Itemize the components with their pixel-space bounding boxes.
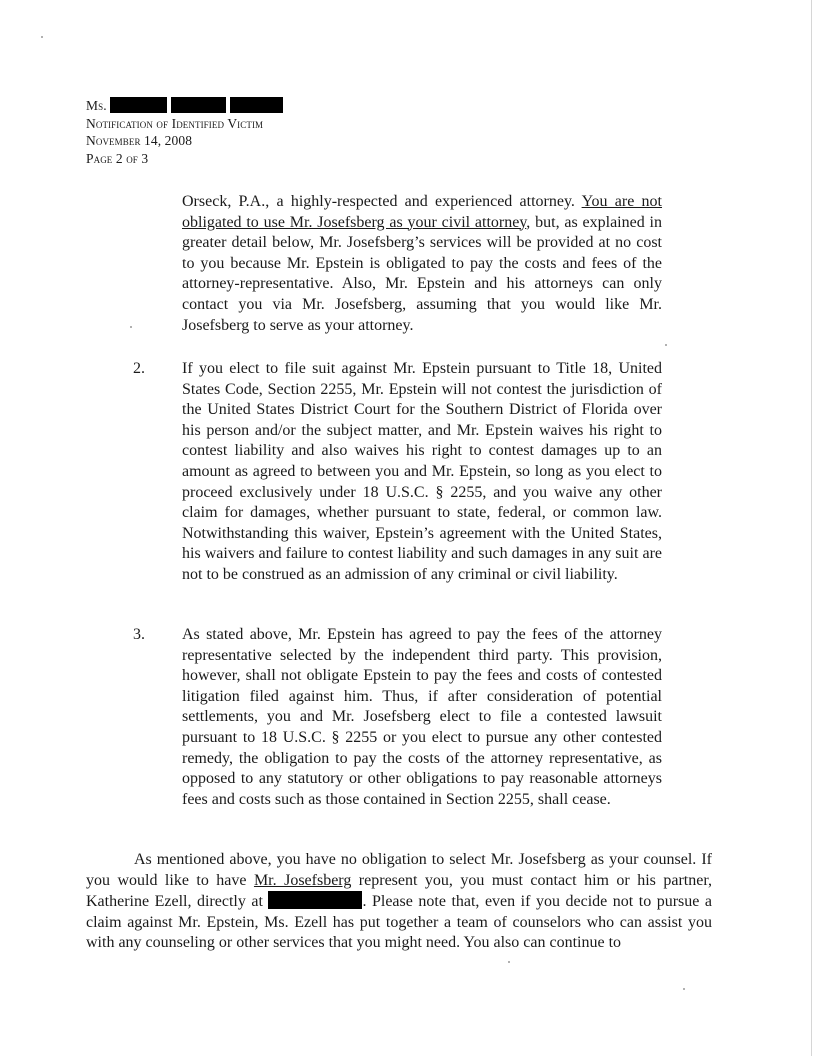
list-item-text: If you elect to file suit against Mr. Epstein pursuant to Title 18, United States Code, Section 2255, Mr. Epstein will not contest the jurisdiction of the United States District Court for the Southern District of Florida over his person and/or the subject matter, and Mr. Epstein waives his right to contest liability and also waives his right to contest damages up to an amount as agreed to between you and Mr. Epstein, so long as you elect to proceed exclusively under 18 U.S.C. § 2255, and you waive any other claim for damages, whether pursuant to state, federal, or common law. Notwithstanding this waiver, Epstein’s agreement with the United States, his waivers and failure to contest liability and such damages in any suit are not to be construed as an admission of any criminal or civil liability. bbox=[182, 360, 662, 583]
closing-underlined: Mr. Josefsberg bbox=[253, 871, 352, 889]
continuation-text-2: , but, as explained in greater detail below, Mr. Josefsberg’s services will be provided at no cost to you because Mr. Epstein is obligated to pay the costs and fees of the attorney-representative. Also, Mr. Epstein and his attorneys can only contact you via Mr. Josefsberg, assuming that you would like Mr. Josefsberg to serve as your attorney. bbox=[182, 213, 662, 334]
date-line: November 14, 2008 bbox=[86, 133, 193, 148]
scan-speck bbox=[130, 326, 132, 328]
item-number: 3. bbox=[133, 626, 145, 643]
closing-text-3: . Please note that, even if you decide not to pursue a claim against Mr. Epstein, Ms. Ezell has put together a team of counselors who can assist you with any counseling or other services that you might need. You also can continue to bbox=[86, 893, 712, 952]
item-number: 2. bbox=[133, 360, 145, 377]
scan-speck bbox=[665, 344, 667, 346]
salutation-line bbox=[86, 97, 287, 115]
continuation-paragraph bbox=[182, 192, 662, 336]
continuation-text-1: Orseck, P.A., a highly-respected and experienced attorney. bbox=[182, 193, 582, 210]
letter-header bbox=[86, 97, 287, 167]
scan-speck bbox=[508, 961, 510, 963]
redaction-name-1 bbox=[110, 97, 167, 113]
redaction-phone bbox=[268, 891, 362, 909]
scan-speck bbox=[683, 988, 685, 990]
salutation: Ms. bbox=[86, 98, 107, 113]
redaction-name-2 bbox=[171, 97, 226, 113]
scan-speck bbox=[41, 36, 43, 38]
page-number: Page 2 of 3 bbox=[86, 150, 149, 166]
scan-edge-line bbox=[811, 0, 812, 1056]
closing-paragraph bbox=[86, 850, 712, 954]
redaction-name-3 bbox=[230, 97, 283, 113]
continuation-underlined: You are not obligated to use Mr. Josefsberg as your civil attorney bbox=[182, 193, 663, 231]
closing-text-1: As mentioned above, you have no obligation to select Mr. Josefsberg as your counsel. If you would like to have bbox=[86, 851, 712, 889]
closing-text-2: represent you, you must contact him or his partner, Katherine Ezell, directly at bbox=[86, 871, 713, 911]
subject-line: Notification of Identified Victim bbox=[86, 115, 264, 131]
list-item-text: As stated above, Mr. Epstein has agreed to pay the fees of the attorney representative selected by the independent third party. This provision, however, shall not obligate Epstein to pay the fees and costs of contested litigation filed against him. Thus, if after consideration of potential settlements, you and Mr. Josefsberg elect to file a contested lawsuit pursuant to 18 U.S.C. § 2255 or you elect to pursue any other contested remedy, the obligation to pay the costs of the attorney representative, as opposed to any statutory or other obligations to pay reasonable attorneys fees and costs such as those contained in Section 2255, shall cease. bbox=[182, 626, 662, 808]
